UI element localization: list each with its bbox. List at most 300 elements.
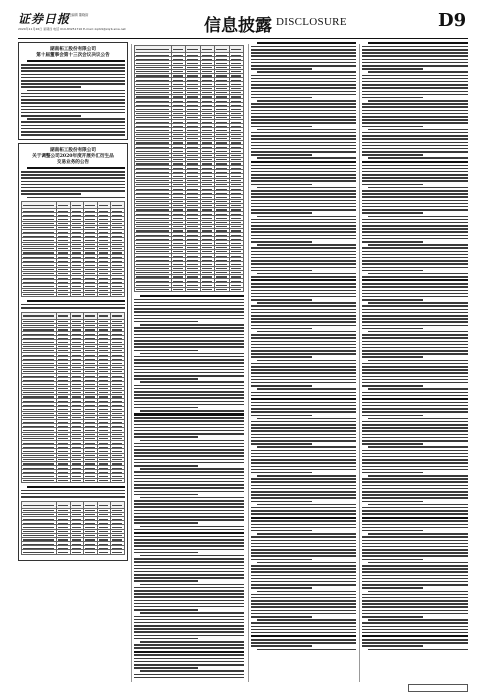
cell-text — [202, 184, 212, 185]
cell-text — [216, 80, 226, 81]
text-line — [251, 91, 356, 93]
text-line — [134, 478, 244, 480]
text-line — [251, 318, 356, 320]
cell-text — [202, 281, 212, 282]
cell-text — [173, 289, 183, 290]
cell-text — [23, 376, 54, 377]
cell-text — [85, 261, 95, 262]
cell-text — [23, 334, 54, 335]
cell-text — [58, 392, 68, 393]
cell-text — [58, 334, 68, 335]
table-cell — [97, 550, 111, 554]
text-line — [134, 471, 244, 473]
cell-text — [202, 55, 212, 56]
cell-text — [23, 371, 54, 372]
cell-text — [99, 523, 109, 524]
cell-text — [231, 230, 241, 231]
cell-text — [216, 276, 226, 277]
table-cell — [215, 287, 229, 291]
text-line — [251, 55, 356, 57]
cell-text — [72, 252, 82, 253]
text-line — [368, 388, 468, 390]
text-line — [134, 311, 244, 313]
table-row — [22, 501, 125, 508]
text-line — [251, 312, 356, 314]
text-line — [362, 575, 468, 577]
cell-text — [136, 251, 169, 252]
text-line — [134, 318, 244, 320]
text-line — [21, 99, 125, 101]
text-line — [251, 344, 356, 346]
text-line — [257, 244, 356, 246]
text-line — [251, 565, 356, 567]
cell-text — [231, 256, 241, 257]
text-line — [251, 49, 356, 51]
cell-text — [99, 359, 109, 360]
cell-text — [58, 463, 68, 464]
cell-text — [99, 417, 109, 418]
text-line — [134, 449, 244, 451]
cell-text — [99, 286, 109, 287]
table-row — [135, 287, 244, 291]
cell-text — [23, 355, 54, 356]
cell-text — [58, 273, 68, 274]
text-line — [362, 286, 468, 288]
cell-text — [136, 96, 169, 97]
cell-text — [58, 363, 68, 364]
cell-text — [72, 350, 82, 351]
table-cell — [84, 292, 98, 296]
cell-text — [99, 422, 109, 423]
text-line — [251, 622, 356, 624]
cell-text — [173, 138, 183, 139]
cell-text — [112, 325, 122, 326]
cell-text — [112, 371, 122, 372]
cell-text — [136, 63, 169, 64]
cell-text — [58, 443, 68, 444]
cell-text — [202, 163, 212, 164]
cell-text — [58, 531, 68, 532]
cell-text — [231, 147, 241, 148]
cell-text — [173, 163, 183, 164]
cell-text — [231, 272, 241, 273]
cell-text — [173, 84, 183, 85]
cell-text — [72, 371, 82, 372]
cell-text — [231, 281, 241, 282]
text-line — [368, 71, 468, 73]
cell-text — [23, 443, 54, 444]
cell-text — [136, 163, 169, 164]
cell-text — [72, 417, 82, 418]
text-line — [134, 590, 244, 592]
text-line — [251, 453, 356, 455]
table-cell — [200, 46, 214, 53]
text-line — [362, 260, 468, 262]
cell-text — [231, 201, 241, 202]
cell-text — [72, 392, 82, 393]
cell-text — [136, 281, 169, 282]
cell-text — [85, 401, 95, 402]
text-line — [251, 481, 356, 483]
cell-text — [72, 472, 82, 473]
text-line — [251, 443, 312, 445]
text-line — [140, 468, 244, 470]
cell-text — [231, 71, 241, 72]
cell-text — [187, 260, 197, 261]
text-line — [27, 300, 125, 302]
text-line — [251, 421, 356, 423]
text-line — [362, 113, 468, 115]
cell-text — [173, 285, 183, 286]
cell-text — [58, 434, 68, 435]
text-line — [251, 639, 356, 641]
cell-text — [23, 219, 54, 220]
text-line — [251, 372, 356, 374]
cell-text — [136, 138, 169, 139]
cell-text — [112, 236, 122, 237]
text-line — [362, 584, 468, 586]
cell-text — [72, 367, 82, 368]
cell-text — [231, 59, 241, 60]
cell-text — [99, 236, 109, 237]
text-line — [362, 434, 468, 436]
text-line — [251, 235, 356, 237]
cell-text — [58, 548, 68, 549]
text-line — [362, 55, 468, 57]
text-line — [251, 68, 312, 70]
cell-text — [99, 371, 109, 372]
cell-text — [202, 209, 212, 210]
cell-text — [72, 539, 82, 540]
cell-text — [173, 126, 183, 127]
text-line — [21, 184, 125, 186]
cell-text — [85, 205, 95, 206]
text-line — [134, 552, 198, 554]
cell-text — [187, 209, 197, 210]
text-line — [134, 308, 244, 310]
cell-text — [112, 359, 122, 360]
text-line — [257, 302, 356, 304]
cell-text — [112, 342, 122, 343]
text-line — [362, 363, 468, 365]
cell-text — [187, 151, 197, 152]
text-line — [251, 180, 356, 182]
text-line — [134, 593, 244, 595]
cell-text — [112, 334, 122, 335]
text-line — [134, 565, 244, 567]
text-line — [362, 552, 468, 554]
cell-text — [216, 197, 226, 198]
cell-text — [58, 552, 68, 553]
text-line — [362, 103, 468, 105]
text-line — [134, 462, 244, 464]
text-line — [362, 578, 468, 580]
cell-text — [85, 548, 95, 549]
cell-text — [58, 510, 68, 511]
cell-text — [99, 455, 109, 456]
text-line — [362, 527, 468, 529]
cell-text — [99, 294, 109, 295]
cell-text — [72, 422, 82, 423]
table-cell — [97, 202, 111, 209]
cell-text — [99, 346, 109, 347]
cell-text — [173, 268, 183, 269]
cell-text — [173, 272, 183, 273]
text-line — [257, 71, 356, 73]
cell-text — [112, 290, 122, 291]
text-line — [362, 190, 468, 192]
cell-text — [173, 105, 183, 106]
cell-text — [72, 405, 82, 406]
text-line — [134, 580, 198, 582]
text-line — [362, 231, 468, 233]
cell-text — [202, 247, 212, 248]
text-line — [362, 366, 468, 368]
text-line — [251, 78, 356, 80]
text-line — [251, 626, 356, 628]
cell-text — [85, 240, 95, 241]
text-line — [251, 165, 356, 167]
table-cell — [57, 501, 71, 508]
company-name: 湖南柘工股份有限公司 — [50, 47, 96, 52]
cell-text — [231, 126, 241, 127]
text-line — [134, 433, 244, 435]
cell-text — [112, 223, 122, 224]
table-cell — [70, 478, 84, 482]
cell-text — [58, 290, 68, 291]
text-line — [362, 613, 468, 615]
table-cell — [57, 550, 71, 554]
cell-text — [85, 455, 95, 456]
cell-text — [202, 251, 212, 252]
cell-text — [58, 472, 68, 473]
cell-text — [173, 197, 183, 198]
cell-text — [112, 409, 122, 410]
cell-text — [23, 552, 54, 553]
table-cell — [186, 46, 200, 53]
cell-text — [173, 251, 183, 252]
cell-text — [23, 459, 54, 460]
table-cell — [84, 478, 98, 482]
text-line — [251, 530, 312, 532]
cell-text — [231, 251, 241, 252]
text-line — [251, 81, 356, 83]
table-cell — [97, 312, 111, 319]
text-line — [251, 568, 356, 570]
text-line — [251, 212, 312, 214]
cell-text — [85, 367, 95, 368]
cell-text — [99, 401, 109, 402]
cell-text — [231, 285, 241, 286]
text-line — [134, 658, 244, 660]
cell-text — [216, 172, 226, 173]
text-line — [362, 402, 468, 404]
announcement-title-cont: 交易业务的公告 — [56, 159, 90, 165]
cell-text — [99, 290, 109, 291]
text-line — [257, 649, 356, 651]
table-grid — [21, 501, 125, 555]
cell-text — [85, 535, 95, 536]
text-line — [362, 456, 468, 458]
cell-text — [58, 350, 68, 351]
text-line — [134, 587, 244, 589]
text-line — [362, 341, 468, 343]
cell-text — [136, 92, 169, 93]
cell-text — [72, 434, 82, 435]
text-line — [140, 381, 244, 383]
text-line — [362, 168, 468, 170]
text-line — [362, 59, 468, 61]
cell-text — [72, 334, 82, 335]
text-line — [21, 496, 125, 498]
cell-text — [112, 451, 122, 452]
text-line — [362, 193, 468, 195]
text-line — [362, 450, 468, 452]
cell-text — [99, 321, 109, 322]
cell-text — [112, 455, 122, 456]
cell-text — [23, 282, 54, 283]
text-line — [251, 231, 356, 233]
cell-text — [58, 232, 68, 233]
cell-text — [112, 468, 122, 469]
text-line — [134, 568, 244, 570]
cell-text — [202, 260, 212, 261]
text-line — [134, 420, 244, 422]
cell-text — [216, 247, 226, 248]
text-line — [368, 446, 468, 448]
cell-text — [72, 290, 82, 291]
cell-text — [173, 117, 183, 118]
cell-text — [216, 184, 226, 185]
cell-text — [99, 278, 109, 279]
table-cell — [135, 287, 172, 291]
text-line — [251, 376, 356, 378]
cell-text — [216, 155, 226, 156]
text-line — [251, 437, 356, 439]
text-line — [251, 46, 356, 48]
text-line — [362, 196, 468, 198]
text-line — [251, 459, 356, 461]
cell-text — [173, 80, 183, 81]
text-line — [251, 174, 356, 176]
text-line — [251, 603, 356, 605]
cell-text — [173, 109, 183, 110]
cell-text — [216, 243, 226, 244]
text-line — [251, 629, 356, 631]
announcement-block — [18, 42, 128, 140]
cell-text — [231, 239, 241, 240]
text-line — [362, 629, 468, 631]
text-line — [134, 577, 244, 579]
text-line — [134, 674, 244, 676]
text-line — [362, 632, 468, 634]
cell-text — [72, 261, 82, 262]
cell-text — [23, 286, 54, 287]
cell-text — [202, 67, 212, 68]
text-line — [251, 462, 356, 464]
cell-text — [136, 235, 169, 236]
cell-text — [23, 468, 54, 469]
text-line — [362, 290, 468, 292]
cell-text — [136, 159, 169, 160]
text-line — [362, 171, 468, 173]
text-line — [251, 126, 312, 128]
cell-text — [202, 122, 212, 123]
cell-text — [85, 359, 95, 360]
cell-text — [85, 451, 95, 452]
text-line — [251, 549, 356, 551]
cell-text — [231, 159, 241, 160]
cell-text — [231, 109, 241, 110]
text-line — [134, 397, 244, 399]
cell-text — [99, 269, 109, 270]
text-line — [251, 543, 356, 545]
cell-text — [231, 276, 241, 277]
text-line — [368, 591, 468, 593]
cell-text — [173, 184, 183, 185]
text-line — [362, 517, 468, 519]
cell-text — [136, 122, 169, 123]
text-line — [134, 654, 244, 656]
cell-text — [136, 49, 169, 50]
cell-text — [85, 346, 95, 347]
cell-text — [187, 122, 197, 123]
cell-text — [136, 260, 169, 261]
cell-text — [85, 527, 95, 528]
text-line — [362, 94, 468, 96]
text-line — [362, 411, 468, 413]
cell-text — [173, 88, 183, 89]
text-line — [362, 257, 468, 259]
cell-text — [112, 278, 122, 279]
cell-text — [23, 269, 54, 270]
cell-text — [85, 413, 95, 414]
text-line — [362, 501, 423, 503]
table-cell — [70, 292, 84, 296]
text-line — [362, 228, 468, 230]
cell-text — [72, 282, 82, 283]
column-divider — [359, 44, 360, 682]
text-line — [368, 187, 468, 189]
cell-text — [72, 480, 82, 481]
cell-text — [23, 510, 54, 511]
body-text — [362, 42, 468, 650]
cell-text — [187, 218, 197, 219]
text-line — [257, 533, 356, 535]
text-line — [251, 513, 356, 515]
text-line — [362, 276, 468, 278]
text-line — [134, 506, 244, 508]
text-line — [21, 102, 125, 104]
cell-text — [187, 239, 197, 240]
cell-text — [216, 176, 226, 177]
cell-text — [72, 359, 82, 360]
text-line — [134, 391, 244, 393]
text-line — [140, 497, 244, 499]
text-line — [134, 443, 244, 445]
text-line — [251, 642, 356, 644]
text-line — [134, 388, 244, 390]
table-grid — [21, 312, 125, 483]
text-line — [21, 96, 125, 98]
cell-text — [23, 384, 54, 385]
text-line — [251, 225, 356, 227]
cell-text — [136, 80, 169, 81]
cell-text — [231, 96, 241, 97]
text-line — [134, 513, 244, 515]
text-line — [251, 260, 356, 262]
text-line — [251, 161, 356, 163]
